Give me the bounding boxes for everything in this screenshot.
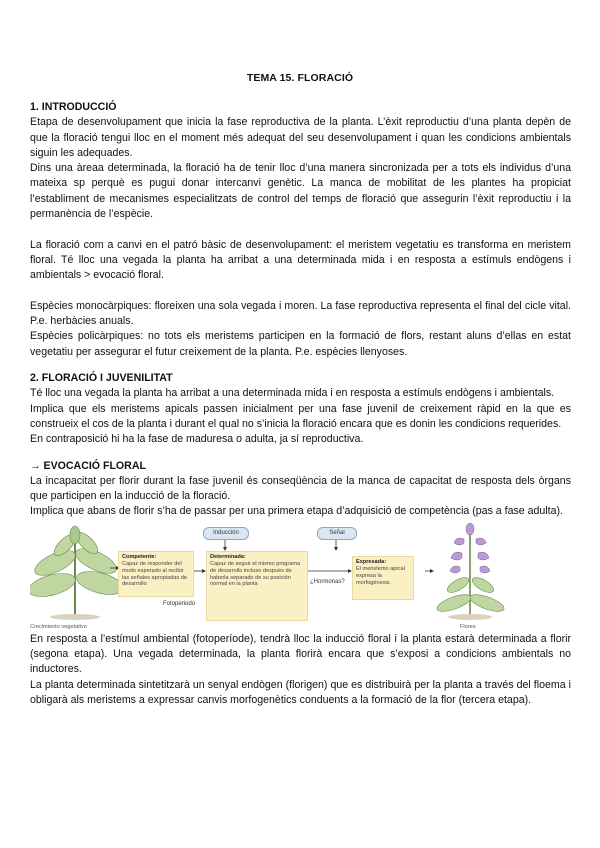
determined-box-title: Determinada: bbox=[210, 553, 246, 560]
floral-evocation-diagram bbox=[30, 523, 571, 629]
competent-box bbox=[118, 551, 194, 597]
induccion-pill: Inducción bbox=[203, 527, 249, 540]
paragraph: La floració com a canvi en el patró bàsic de desenvolupament: el meristem vegetatiu es transforma en meristem floral. Té lloc una vegada la planta ha arribat a una determinada mida i en resposta a estímuls endògens i ambientals > evocació floral. bbox=[30, 238, 571, 282]
page-title: TEMA 15. FLORACIÓ bbox=[246, 72, 354, 84]
fotoperiodo-label: Fotoperiodo bbox=[163, 600, 196, 607]
determined-box bbox=[206, 551, 308, 621]
determined-box-text: Capaz de seguir el mismo programa de desarrollo incluso después de haberla separado de su posición normal en la planta bbox=[210, 561, 301, 588]
section-heading-introduccio: 1. INTRODUCCIÓ bbox=[30, 101, 117, 113]
flowers-caption: Flores bbox=[460, 623, 476, 630]
document-body bbox=[30, 100, 571, 708]
paragraph: En resposta a l’estímul ambiental (fotoperíode), tendrà lloc la inducció floral i la planta estarà determinada a florir (segona etapa). Una vegada determinada, la planta florirà encara que s’exposi a condicions ambientals no inductores. bbox=[30, 632, 571, 676]
paragraph: En contraposició hi ha la fase de maduresa o adulta, ja sí reproductiva. bbox=[30, 433, 364, 446]
expressed-box bbox=[352, 556, 414, 600]
vegetative-plant-illustration bbox=[30, 526, 126, 620]
competent-box-text: Capaz de responder del modo esperado al recibir las señales apropiadas de desarrollo bbox=[122, 561, 187, 588]
expressed-box-text: El meristemo apical expresa la morfogénesis. bbox=[356, 566, 405, 586]
paragraph: Espècies monocàrpiques: floreixen una sola vegada i moren. La fase reproductiva representa el final del cicle vital. P.e. herbàcies anuals. bbox=[30, 299, 571, 328]
paragraph: Espècies policàrpiques: no tots els meristems participen en la formació de flors, restant aluns d’ellas en estat vegetatiu per assegurar el futur creixement de la planta. P.e. espècies llenyoses. bbox=[30, 330, 571, 358]
paragraph: Té lloc una vegada la planta ha arribat a una determinada mida i en resposta a estímuls endògens i ambientals. bbox=[30, 387, 555, 400]
paragraph: Implica que els meristems apicals passen inicialment per una fase juvenil de creixement ràpid en la que es construeix el cos de la planta i durant el qual no s’inicia la floració encara que es donin les condicions requerides. bbox=[30, 402, 571, 430]
paragraph: La incapacitat per florir durant la fase juvenil és conseqüència de la manca de capacitat de resposta dels òrgans que participen en la inducció de la floració. bbox=[30, 474, 571, 503]
section-heading-evocacio: → EVOCACIÓ FLORAL bbox=[30, 459, 146, 472]
hormonas-label: ¿Hormonas? bbox=[310, 578, 345, 585]
senal-pill: Señal bbox=[317, 527, 357, 540]
competent-box-title: Competente: bbox=[122, 553, 157, 560]
paragraph: Dins una àreaa determinada, la floració ha de tenir lloc d’una manera sincronizada per a tots els individus d’una mateixa sp perquè es pugui donar intercanvi genètic. La manca de mobilitat de les plantes ha propiciat l’establiment de mecanismes especialitzats de control del temps de floració que assegurin l’èxit reproductiu i la permanència de l’espècie. bbox=[30, 162, 571, 221]
paragraph: La planta determinada sintetitzarà un senyal endògen (florigen) que es distribuirà per la planta a través del floema i obligarà als meristems a expressar canvis morfogenètics conduents a la formació de la flor (tercera etapa). bbox=[30, 678, 571, 706]
flowering-plant-illustration bbox=[435, 523, 506, 620]
vegetative-growth-caption: Crecimiento vegetativo bbox=[30, 623, 87, 630]
expressed-box-title: Expresada: bbox=[356, 558, 387, 565]
section-heading-juvenilitat: 2. FLORACIÓ I JUVENILITAT bbox=[30, 372, 173, 385]
paragraph: Implica que abans de florir s’ha de passar per una primera etapa d’adquisició de competència (pas a fase adulta). bbox=[30, 505, 563, 518]
paragraph: Etapa de desenvolupament que inicia la fase reproductiva de la planta. L’èxit reproductiu d’una planta depèn de que la floració tengui lloc en el moment més adequat del seu desenvolupament i quan les condicions ambientals siguin les adequades. bbox=[30, 116, 571, 159]
